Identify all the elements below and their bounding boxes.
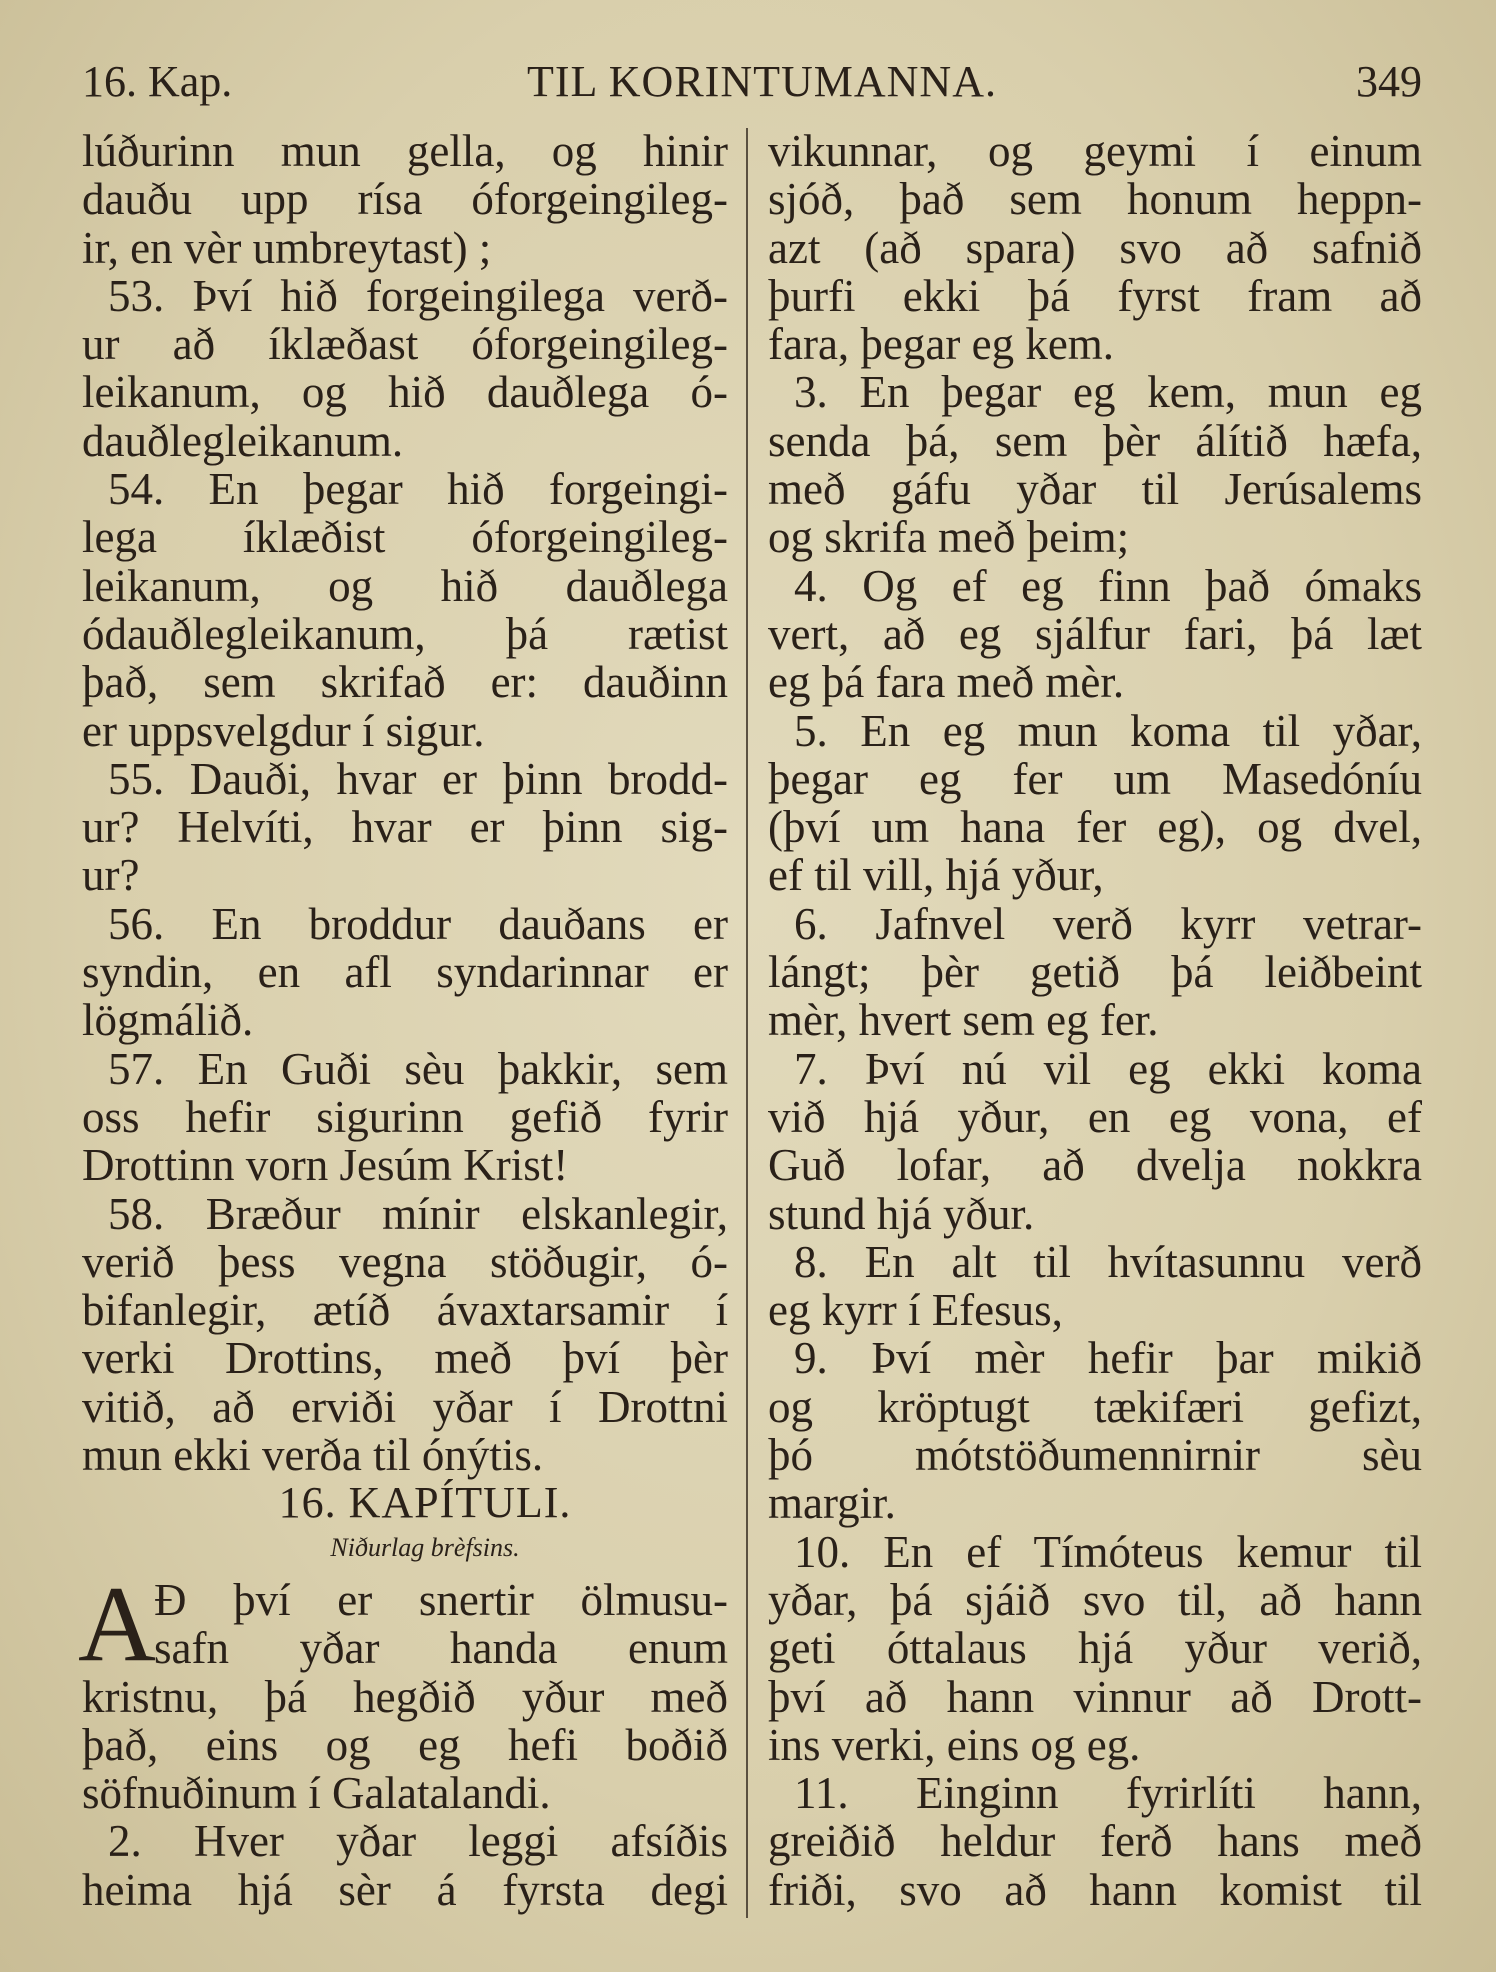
verse-paragraph [82, 272, 728, 465]
text-line: 5. En eg mun koma til yðar, [794, 705, 1422, 756]
verse-paragraph [78, 1564, 728, 1819]
text-line: sjóð, það sem honum heppn- [768, 174, 1422, 225]
text-line: ef til vill, hjá yður, [768, 850, 1104, 901]
text-line: syndin, en afl syndarinnar er [82, 947, 728, 998]
text-line: fara, þegar eg kem. [768, 319, 1115, 370]
verse-paragraph [768, 368, 1422, 561]
text-line: með gáfu yðar til Jerúsalems [768, 464, 1422, 515]
text-line: stund hjá yður. [768, 1188, 1035, 1239]
verse-paragraph [768, 1334, 1422, 1527]
text-line: það, eins og eg hefi boðið [82, 1719, 728, 1770]
text-line: verið þess vegna stöðugir, ó- [82, 1236, 728, 1287]
text-line: senda þá, sem þèr álítið hæfa, [768, 415, 1422, 466]
text-line: geti óttalaus hjá yður verið, [768, 1623, 1422, 1674]
verse-paragraph [768, 1238, 1422, 1335]
text-line: ir, en vèr umbreytast) ; [82, 222, 492, 273]
text-line: ur? [82, 850, 140, 901]
text-line: Ð því er snertir ölmusu- [154, 1574, 728, 1625]
text-line: margir. [768, 1478, 896, 1529]
text-line: eg þá fara með mèr. [768, 657, 1125, 708]
text-line: vitið, að erviði yðar í Drottni [82, 1381, 728, 1432]
chapter-marker: 16. Kap. [82, 57, 233, 106]
text-line: ur að íklæðast óforgeingileg- [82, 319, 728, 370]
text-line: kristnu, þá hegðið yður með [82, 1671, 728, 1722]
text-line: söfnuðinum í Galatalandi. [82, 1768, 551, 1819]
running-header [82, 52, 1422, 112]
verse-paragraph [82, 1045, 728, 1190]
text-line: safn yðar handa enum [154, 1623, 728, 1674]
verse-paragraph [768, 1045, 1422, 1238]
text-line: azt (að spara) svo að safnið [768, 222, 1422, 273]
text-line: lángt; þèr getið þá leiðbeint [768, 947, 1422, 998]
verse-paragraph [768, 127, 1422, 368]
text-line: 56. En broddur dauðans er [108, 898, 728, 949]
text-line: þurfi ekki þá fyrst fram að [768, 270, 1422, 321]
verse-paragraph [82, 755, 728, 900]
text-line: 6. Jafnvel verð kyrr vetrar- [794, 898, 1422, 949]
text-line: 11. Einginn fyrirlíti hann, [794, 1768, 1422, 1819]
verse-paragraph [768, 562, 1422, 707]
text-line: 3. En þegar eg kem, mun eg [794, 367, 1422, 418]
text-line: við hjá yður, en eg vona, ef [768, 1091, 1422, 1142]
text-line: 7. Því nú vil eg ekki koma [794, 1043, 1422, 1094]
text-line: því að hann vinnur að Drott- [768, 1671, 1422, 1722]
verse-paragraph [768, 1528, 1422, 1769]
text-line: ur? Helvíti, hvar er þinn sig- [82, 802, 728, 853]
text-line: 10. En ef Tímóteus kemur til [794, 1526, 1422, 1577]
chapter-heading: 16. KAPÍTULI. [278, 1478, 572, 1528]
text-line: og kröptugt tækifæri gefizt, [768, 1381, 1422, 1432]
text-line: 9. Því mèr hefir þar mikið [794, 1333, 1422, 1384]
text-line: 55. Dauði, hvar er þinn brodd- [108, 753, 728, 804]
text-line: vert, að eg sjálfur fari, þá læt [768, 608, 1422, 659]
text-line: 57. En Guði sèu þakkir, sem [108, 1043, 728, 1094]
verse-paragraph [82, 465, 728, 755]
text-line: Drottinn vorn Jesúm Krist! [82, 1140, 569, 1191]
drop-cap: A [78, 1564, 156, 1684]
text-line: það, sem skrifað er: dauðinn [82, 657, 728, 708]
right-column [768, 127, 1422, 1914]
text-line: (því um hana fer eg), og dvel, [768, 802, 1422, 853]
text-line: eg kyrr í Efesus, [768, 1285, 1063, 1336]
verse-paragraph [768, 900, 1422, 1045]
text-line: 54. En þegar hið forgeingi- [108, 464, 728, 515]
text-line: verki Drottins, með því þèr [82, 1333, 728, 1384]
text-line: lega íklæðist óforgeingileg- [82, 512, 728, 563]
text-line: dauðu upp rísa óforgeingileg- [82, 174, 728, 225]
text-line: dauðlegleikanum. [82, 415, 404, 466]
chapter-subtitle: Niðurlag brèfsins. [330, 1532, 520, 1562]
verse-paragraph [768, 1769, 1422, 1914]
text-line: lúðurinn mun gella, og hinir [82, 126, 728, 176]
text-line: heima hjá sèr á fyrsta degi [82, 1864, 728, 1915]
text-line: leikanum, og hið dauðlega [82, 560, 728, 611]
text-line: mèr, hvert sem eg fer. [768, 995, 1159, 1046]
verse-paragraph [82, 1817, 728, 1914]
text-line: er uppsvelgdur í sigur. [82, 705, 485, 756]
text-line: oss hefir sigurinn gefið fyrir [82, 1091, 728, 1142]
text-line: leikanum, og hið dauðlega ó- [82, 367, 728, 418]
left-column [78, 126, 728, 1915]
page-number: 349 [1356, 57, 1422, 106]
text-line: 58. Bræður mínir elskanlegir, [108, 1188, 728, 1239]
text-line: lögmálið. [82, 995, 254, 1046]
text-line: bifanlegir, ætíð ávaxtarsamir í [82, 1285, 728, 1336]
text-line: Guð lofar, að dvelja nokkra [768, 1140, 1422, 1191]
verse-paragraph [82, 900, 728, 1045]
text-line: ins verki, eins og eg. [768, 1719, 1141, 1770]
text-line: friði, svo að hann komist til [768, 1864, 1422, 1915]
text-line: þegar eg fer um Masedóníu [768, 753, 1422, 804]
text-line: vikunnar, og geymi í einum [768, 126, 1422, 176]
text-line: 8. En alt til hvítasunnu verð [794, 1236, 1422, 1287]
text-line: þó mótstöðumennirnir sèu [768, 1430, 1422, 1481]
running-title: TIL KORINTUMANNA. [527, 57, 997, 106]
verse-paragraph [768, 707, 1422, 900]
text-line: ódauðlegleikanum, þá rætist [82, 608, 728, 659]
text-line: mun ekki verða til ónýtis. [82, 1430, 544, 1481]
text-line: 4. Og ef eg finn það ómaks [794, 560, 1422, 611]
text-line: 2. Hver yðar leggi afsíðis [108, 1816, 728, 1867]
text-line: greiðið heldur ferð hans með [768, 1816, 1422, 1867]
column-divider [746, 128, 748, 1918]
verse-paragraph [82, 127, 728, 272]
text-line: og skrifa með þeim; [768, 512, 1130, 563]
text-line: 53. Því hið forgeingilega verð- [108, 270, 728, 321]
verse-paragraph [82, 1190, 728, 1480]
text-line: yðar, þá sjáið svo til, að hann [768, 1574, 1422, 1625]
